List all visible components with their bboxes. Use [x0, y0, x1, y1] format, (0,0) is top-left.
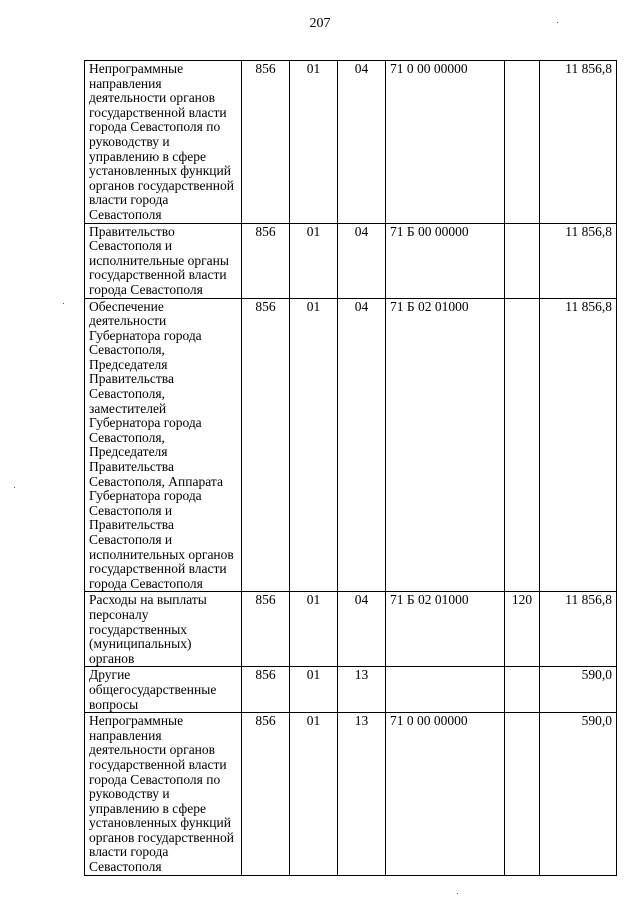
scan-speck [63, 303, 64, 304]
target-article-code: 71 Б 02 01000 [386, 592, 505, 667]
amount: 590,0 [540, 713, 617, 876]
target-article-code: 71 0 00 00000 [386, 713, 505, 876]
page-number: 207 [309, 16, 331, 31]
section-code: 01 [290, 592, 338, 667]
target-article-code: 71 Б 02 01000 [386, 298, 505, 592]
subsection-code: 04 [338, 298, 386, 592]
item-name: Правительство Севастополя и исполнительные органы государственной власти города Севастополя [85, 223, 242, 298]
amount: 11 856,8 [540, 223, 617, 298]
department-code: 856 [242, 223, 290, 298]
expense-type-code [505, 223, 540, 298]
department-code: 856 [242, 298, 290, 592]
item-name: Непрограммные направления деятельности органов государственной власти города Севастополя по руководству и управлению в сфере установленных функций органов государственной власти города Севастополя [85, 713, 242, 876]
item-name: Непрограммные направления деятельности органов государственной власти города Севастополя по руководству и управлению в сфере установленных функций органов государственной власти города Севастополя [85, 61, 242, 224]
expense-type-code [505, 713, 540, 876]
budget-table [84, 60, 617, 876]
item-name: Расходы на выплаты персоналу государственных (муниципальных) органов [85, 592, 242, 667]
item-name: Другие общегосударственные вопросы [85, 667, 242, 713]
scan-speck [557, 22, 558, 23]
table-row [85, 592, 617, 667]
expense-type-code [505, 298, 540, 592]
subsection-code: 04 [338, 223, 386, 298]
department-code: 856 [242, 713, 290, 876]
amount: 590,0 [540, 667, 617, 713]
target-article-code: 71 0 00 00000 [386, 61, 505, 224]
subsection-code: 04 [338, 61, 386, 224]
table-row [85, 667, 617, 713]
section-code: 01 [290, 61, 338, 224]
table-row [85, 223, 617, 298]
section-code: 01 [290, 667, 338, 713]
section-code: 01 [290, 223, 338, 298]
expense-type-code [505, 667, 540, 713]
target-article-code: 71 Б 00 00000 [386, 223, 505, 298]
department-code: 856 [242, 592, 290, 667]
table-row [85, 61, 617, 224]
subsection-code: 04 [338, 592, 386, 667]
amount: 11 856,8 [540, 298, 617, 592]
table-row [85, 298, 617, 592]
subsection-code: 13 [338, 667, 386, 713]
section-code: 01 [290, 298, 338, 592]
subsection-code: 13 [338, 713, 386, 876]
expense-type-code [505, 61, 540, 224]
department-code: 856 [242, 61, 290, 224]
department-code: 856 [242, 667, 290, 713]
amount: 11 856,8 [540, 592, 617, 667]
expense-type-code: 120 [505, 592, 540, 667]
scan-speck [14, 487, 15, 488]
item-name: Обеспечение деятельности Губернатора города Севастополя, Председателя Правительства Севастополя, заместителей Губернатора города Севастополя, Председателя Правительства Севастополя, Аппарата Губернатора города Севастополя и Правительства Севастополя и исполнительных органов государственной власти города Севастополя [85, 298, 242, 592]
section-code: 01 [290, 713, 338, 876]
scan-speck [457, 893, 458, 894]
table-row [85, 713, 617, 876]
amount: 11 856,8 [540, 61, 617, 224]
target-article-code [386, 667, 505, 713]
